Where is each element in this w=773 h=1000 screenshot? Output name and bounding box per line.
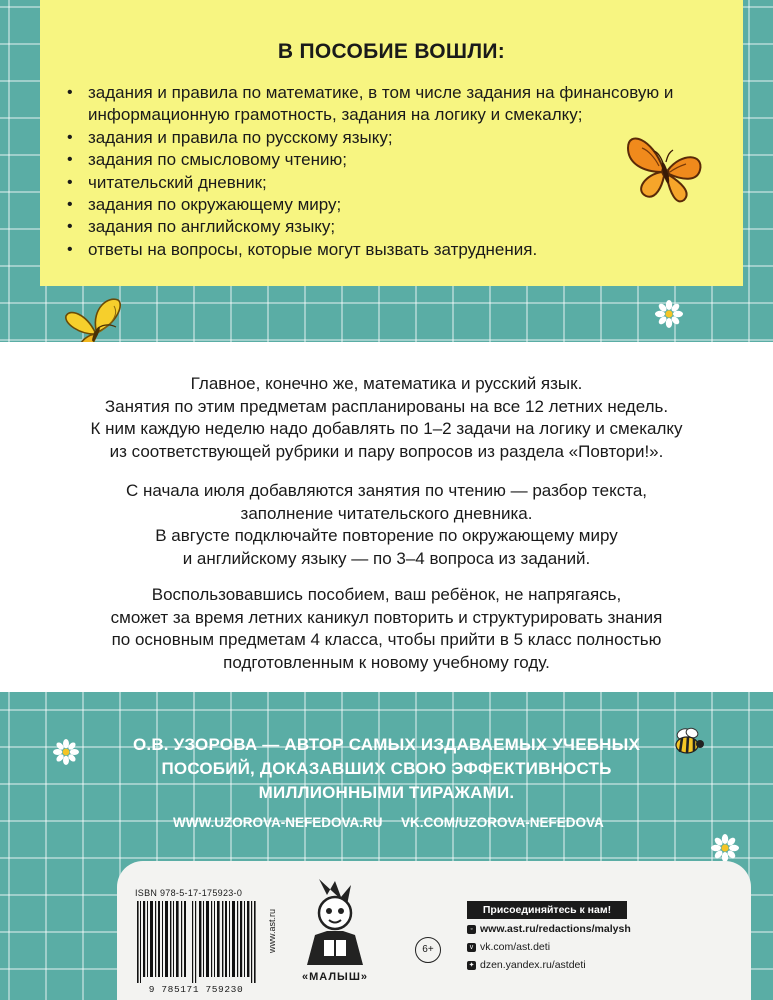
age-rating-badge: 6+ (415, 937, 441, 963)
text-line: Главное, конечно же, математика и русский язык. (190, 374, 583, 393)
description-paragraph (0, 584, 773, 674)
social-link-row[interactable] (467, 939, 627, 955)
list-item: • ответы на вопросы, которые могут вызвать затруднения. (67, 239, 737, 261)
logo-figure-icon (297, 875, 373, 969)
social-link-text: vk.com/ast.deti (480, 941, 551, 953)
list-item: • задания по смысловому чтению; (67, 149, 737, 171)
text-line: Воспользовавшись пособием, ваш ребёнок, не напрягаясь, (151, 585, 622, 604)
social-link-row[interactable] (467, 921, 631, 937)
description-paragraph (0, 373, 773, 463)
publisher-footer (117, 861, 751, 1000)
social-block (467, 901, 631, 973)
publisher-logo-text: «МАЛЫШ» (301, 971, 369, 983)
join-us-label: Присоединяйтесь к нам! (467, 901, 627, 919)
text-line: В августе подключайте повторение по окружающему миру (155, 526, 618, 546)
author-line: МИЛЛИОННЫМИ ТИРАЖАМИ. (258, 783, 515, 802)
contents-heading: В ПОСОБИЕ ВОШЛИ: (277, 40, 506, 63)
dzen-icon: ✦ (468, 961, 475, 969)
text-line: сможет за время летних каникул повторить и структурировать знания (110, 607, 663, 627)
text-line: С начала июля добавляются занятия по чтению — разбор текста, (125, 481, 647, 500)
publisher-logo (297, 875, 373, 991)
list-item: • задания по английскому языку; (67, 216, 737, 238)
author-line: ПОСОБИЙ, ДОКАЗАВШИХ СВОЮ ЭФФЕКТИВНОСТЬ (161, 759, 612, 778)
description-section (0, 342, 773, 692)
barcode-digits: 9 785171 759230 (148, 984, 244, 995)
vk-link[interactable]: VK.COM/UZOROVA-NEFEDOVA (401, 815, 604, 830)
social-link-text: dzen.yandex.ru/astdeti (480, 959, 586, 971)
daisy-icon (655, 300, 683, 328)
list-item: • задания по окружающему миру; (67, 194, 737, 216)
text-line: заполнение читательского дневника. (240, 503, 533, 523)
text-line: из соответствующей рубрики и пару вопросов из раздела «Повтори!». (109, 441, 664, 461)
daisy-icon (711, 834, 739, 862)
list-item: • читательский дневник; (67, 172, 737, 194)
butterfly-icon (622, 130, 708, 210)
author-links (0, 815, 773, 835)
text-line: по основным предметам 4 класса, чтобы прийти в 5 класс полностью (111, 630, 662, 650)
isbn: ISBN 978-5-17-175923-0 (135, 888, 243, 898)
barcode (135, 901, 257, 983)
social-link-row[interactable] (467, 957, 627, 973)
text-line: и английскому языку — по 3–4 вопроса из заданий. (182, 548, 591, 568)
text-line: Занятия по этим предметам распланированы на все 12 летних недель. (104, 396, 669, 416)
list-item: • задания и правила по русскому языку; (67, 127, 737, 149)
website-link[interactable]: WWW.UZOROVA-NEFEDOVA.RU (173, 815, 383, 830)
text-line: К ним каждую неделю надо добавлять по 1–2 задачи на логику и смекалку (90, 419, 683, 439)
author-line: О.В. УЗОРОВА — АВТОР САМЫХ ИЗДАВАЕМЫХ УЧЕБНЫХ (132, 735, 641, 754)
text-line: подготовленным к новому учебному году. (223, 652, 550, 672)
vk-icon: v (467, 943, 476, 952)
description-paragraph (0, 480, 773, 570)
social-link-text: www.ast.ru/redactions/malysh (480, 923, 631, 935)
list-item: • задания и правила по математике, в том числе задания на финансовую и информационную грамотность, задания на логику и смекалку; (67, 82, 737, 127)
author-statement (0, 733, 773, 805)
globe-icon: ◦ (467, 925, 476, 934)
ast-url: www.ast.ru (267, 908, 277, 953)
